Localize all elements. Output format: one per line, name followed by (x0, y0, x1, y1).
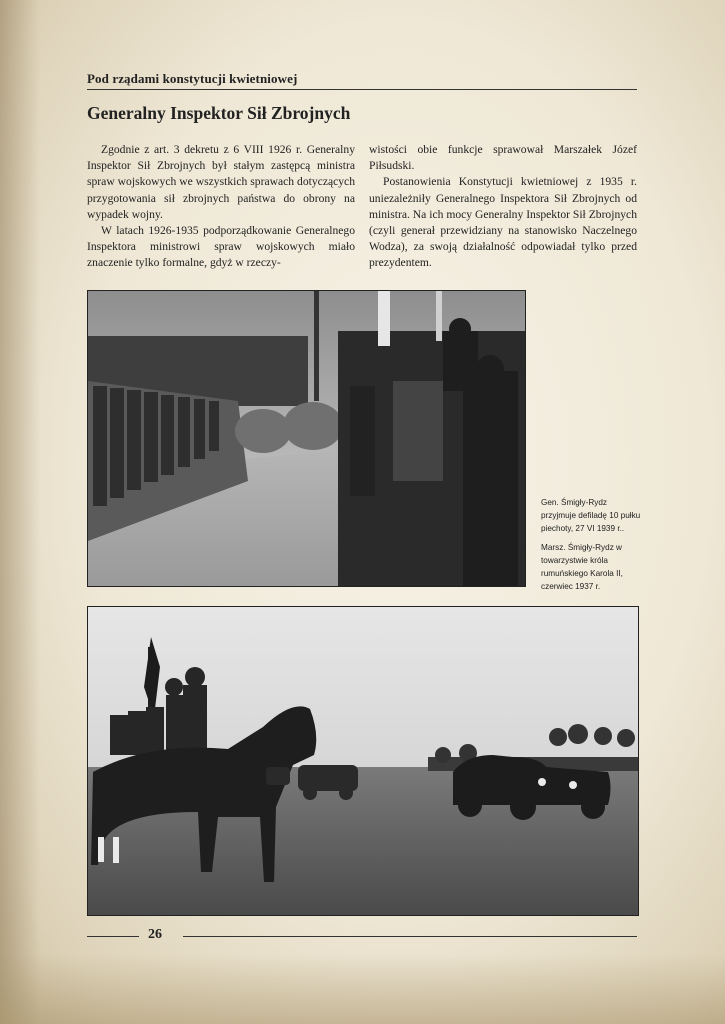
photo-cavalry-and-cars (87, 606, 639, 916)
paragraph: Postanowienia Konstytucji kwietniowej z 1935 r. uniezależniły Generalnego Inspektora Sił Zbrojnych od ministra. Na ich mocy Generalny Inspektor Sił Zbrojnych (czyli generał przewidziany na stanowisko Naczelnego Wodza), za swoją działalność odpowiadał tylko przed prezydentem. (369, 175, 637, 270)
chapter-title: Generalny Inspektor Sił Zbrojnych (87, 103, 351, 123)
page-edge-stain (0, 0, 40, 1024)
caption-top-photo: Gen. Śmigły-Rydz przyjmuje defiladę 10 pułku piechoty, 27 VI 1939 r.. (541, 498, 641, 533)
footer-rule-right (183, 936, 637, 937)
text-column-left (87, 142, 355, 272)
paragraph-continued: wistości obie funkcje sprawował Marszałek Józef Piłsudski. (369, 143, 637, 173)
page-number: 26 (148, 927, 162, 942)
running-head: Pod rządami konstytucji kwietniowej (87, 71, 637, 90)
photo-parade-review (87, 290, 526, 587)
caption-bottom-photo: Marsz. Śmigły-Rydz w towarzystwie króla rumuńskiego Karola II, czerwiec 1937 r. (541, 543, 623, 591)
footer-rule-left (87, 936, 139, 937)
page-bottom-stain (0, 954, 725, 1024)
text-column-right (369, 142, 637, 272)
paragraph: Zgodnie z art. 3 dekretu z 6 VIII 1926 r. Generalny Inspektor Sił Zbrojnych był stałym zastępcą ministra spraw wojskowych we wszystkich sprawach dotyczących przygotowania sił zbrojnych państwa do obrony na wypadek wojny. (87, 143, 355, 221)
photo-captions (541, 496, 641, 599)
paragraph: W latach 1926-1935 podporządkowanie Generalnego Inspektora ministrowi spraw wojskowych miało znaczenie tylko formalne, gdyż w rzeczy- (87, 224, 355, 270)
